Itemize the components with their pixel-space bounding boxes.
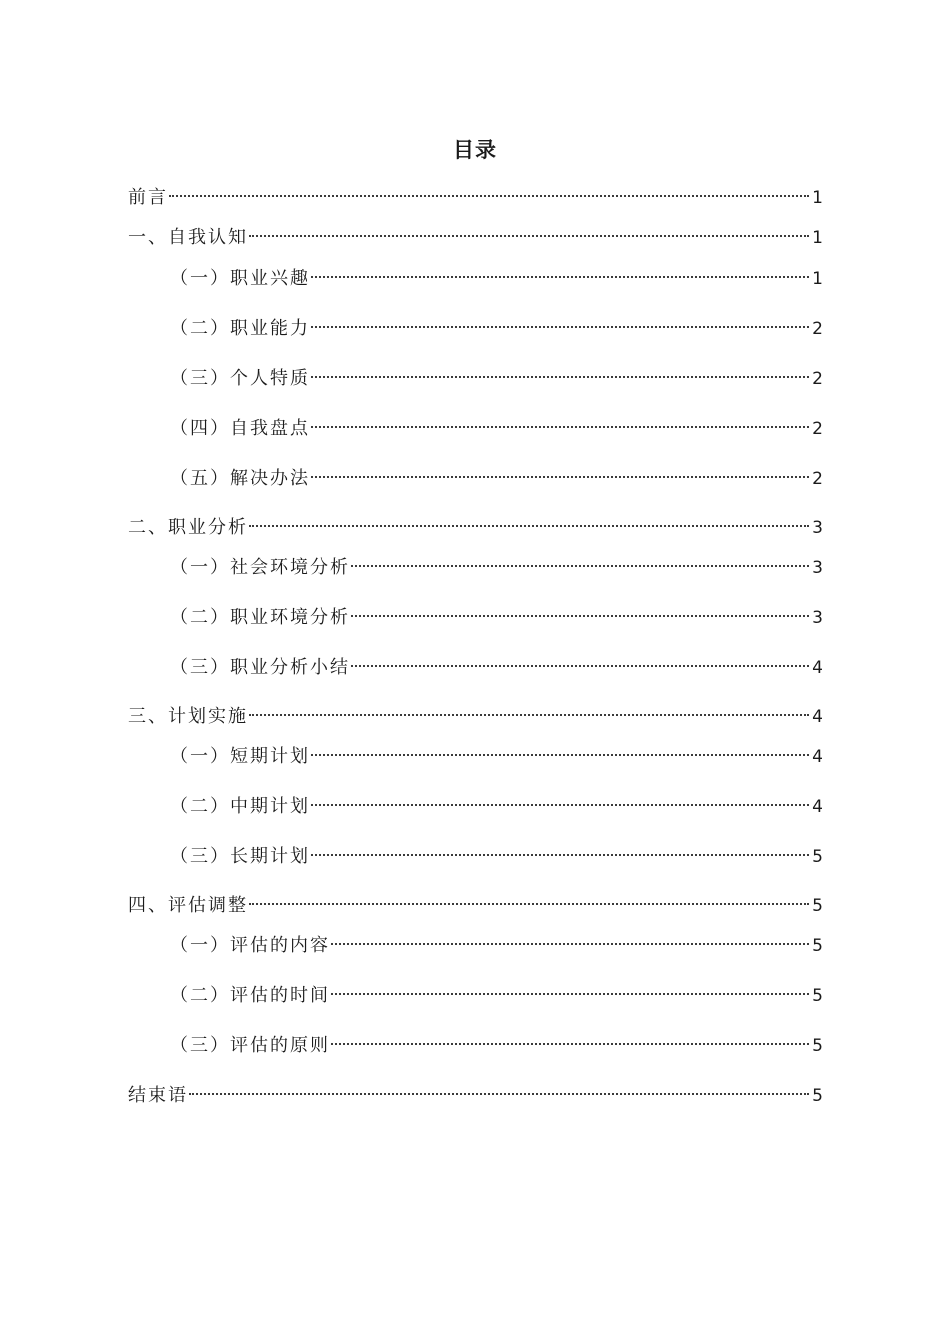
toc-dot-leader bbox=[311, 326, 809, 328]
toc-page-number: 1 bbox=[812, 228, 823, 248]
toc-entry-label: 结束语 bbox=[128, 1085, 188, 1106]
toc-page-number: 1 bbox=[812, 188, 823, 208]
toc-dot-leader bbox=[249, 714, 809, 716]
toc-entry[interactable] bbox=[128, 223, 823, 253]
toc-page-number: 3 bbox=[812, 518, 823, 538]
toc-dot-leader bbox=[351, 565, 809, 567]
toc-page-number: 5 bbox=[812, 1036, 823, 1056]
toc-dot-leader bbox=[249, 903, 809, 905]
toc-page-number: 5 bbox=[812, 847, 823, 867]
toc-page-number: 3 bbox=[812, 558, 823, 578]
toc-entry[interactable] bbox=[128, 1031, 823, 1061]
toc-dot-leader bbox=[331, 943, 809, 945]
toc-entry[interactable] bbox=[128, 842, 823, 872]
toc-page-number: 4 bbox=[812, 707, 823, 727]
toc-dot-leader bbox=[331, 993, 809, 995]
toc-entry[interactable] bbox=[128, 364, 823, 394]
toc-dot-leader bbox=[311, 476, 809, 478]
toc-title: 目录 bbox=[453, 138, 497, 162]
toc-dot-leader bbox=[331, 1043, 809, 1045]
toc-entry-label: 二、职业分析 bbox=[128, 517, 248, 538]
toc-page-number: 5 bbox=[812, 986, 823, 1006]
toc-entry[interactable] bbox=[128, 603, 823, 633]
toc-dot-leader bbox=[311, 854, 809, 856]
toc-entry-label: （一）评估的内容 bbox=[170, 935, 330, 956]
toc-entry[interactable] bbox=[128, 981, 823, 1011]
toc-entry[interactable] bbox=[128, 553, 823, 583]
toc-entry-label: 三、计划实施 bbox=[128, 706, 248, 727]
toc-entry-label: （一）社会环境分析 bbox=[170, 557, 350, 578]
toc-entry-label: （三）评估的原则 bbox=[170, 1035, 330, 1056]
toc-entry-label: （四）自我盘点 bbox=[170, 418, 310, 439]
toc-page-number: 5 bbox=[812, 936, 823, 956]
toc-entry-label: （三）个人特质 bbox=[170, 368, 310, 389]
toc-dot-leader bbox=[311, 376, 809, 378]
toc-entry[interactable] bbox=[128, 1081, 823, 1111]
toc-entry-label: （一）职业兴趣 bbox=[170, 268, 310, 289]
toc-dot-leader bbox=[311, 276, 809, 278]
toc-dot-leader bbox=[249, 235, 809, 237]
toc-dot-leader bbox=[311, 754, 809, 756]
toc-dot-leader bbox=[351, 665, 809, 667]
toc-entry-label: （五）解决办法 bbox=[170, 468, 310, 489]
toc-page-number: 3 bbox=[812, 608, 823, 628]
toc-entry[interactable] bbox=[128, 414, 823, 444]
toc-entry[interactable] bbox=[128, 931, 823, 961]
toc-entry-label: （二）职业环境分析 bbox=[170, 607, 350, 628]
toc-entry-label: （三）长期计划 bbox=[170, 846, 310, 867]
toc-dot-leader bbox=[249, 525, 809, 527]
toc-page-number: 2 bbox=[812, 319, 823, 339]
toc-entry[interactable] bbox=[128, 264, 823, 294]
toc-entry-label: （二）中期计划 bbox=[170, 796, 310, 817]
toc-entry-label: 四、评估调整 bbox=[128, 895, 248, 916]
toc-page-number: 1 bbox=[812, 269, 823, 289]
toc-entry-label: 一、自我认知 bbox=[128, 227, 248, 248]
toc-entry[interactable] bbox=[128, 464, 823, 494]
toc-page-number: 4 bbox=[812, 658, 823, 678]
toc-dot-leader bbox=[311, 804, 809, 806]
toc-page-number: 4 bbox=[812, 747, 823, 767]
toc-entry[interactable] bbox=[128, 653, 823, 683]
toc-entry[interactable] bbox=[128, 742, 823, 772]
toc-entry-label: （二）职业能力 bbox=[170, 318, 310, 339]
toc-page-number: 2 bbox=[812, 469, 823, 489]
toc-dot-leader bbox=[169, 195, 809, 197]
toc-dot-leader bbox=[351, 615, 809, 617]
toc-page-number: 4 bbox=[812, 797, 823, 817]
toc-entry-label: （二）评估的时间 bbox=[170, 985, 330, 1006]
toc-page-number: 2 bbox=[812, 369, 823, 389]
toc-entry-label: 前言 bbox=[128, 187, 168, 208]
toc-page-number: 5 bbox=[812, 1086, 823, 1106]
toc-entry[interactable] bbox=[128, 183, 823, 213]
toc-entry[interactable] bbox=[128, 891, 823, 921]
toc-page-number: 5 bbox=[812, 896, 823, 916]
toc-dot-leader bbox=[189, 1093, 809, 1095]
toc-entry[interactable] bbox=[128, 513, 823, 543]
toc-entry-label: （三）职业分析小结 bbox=[170, 657, 350, 678]
toc-entry[interactable] bbox=[128, 702, 823, 732]
toc-page-number: 2 bbox=[812, 419, 823, 439]
toc-entry-label: （一）短期计划 bbox=[170, 746, 310, 767]
toc-entry[interactable] bbox=[128, 792, 823, 822]
toc-dot-leader bbox=[311, 426, 809, 428]
toc-entry[interactable] bbox=[128, 314, 823, 344]
